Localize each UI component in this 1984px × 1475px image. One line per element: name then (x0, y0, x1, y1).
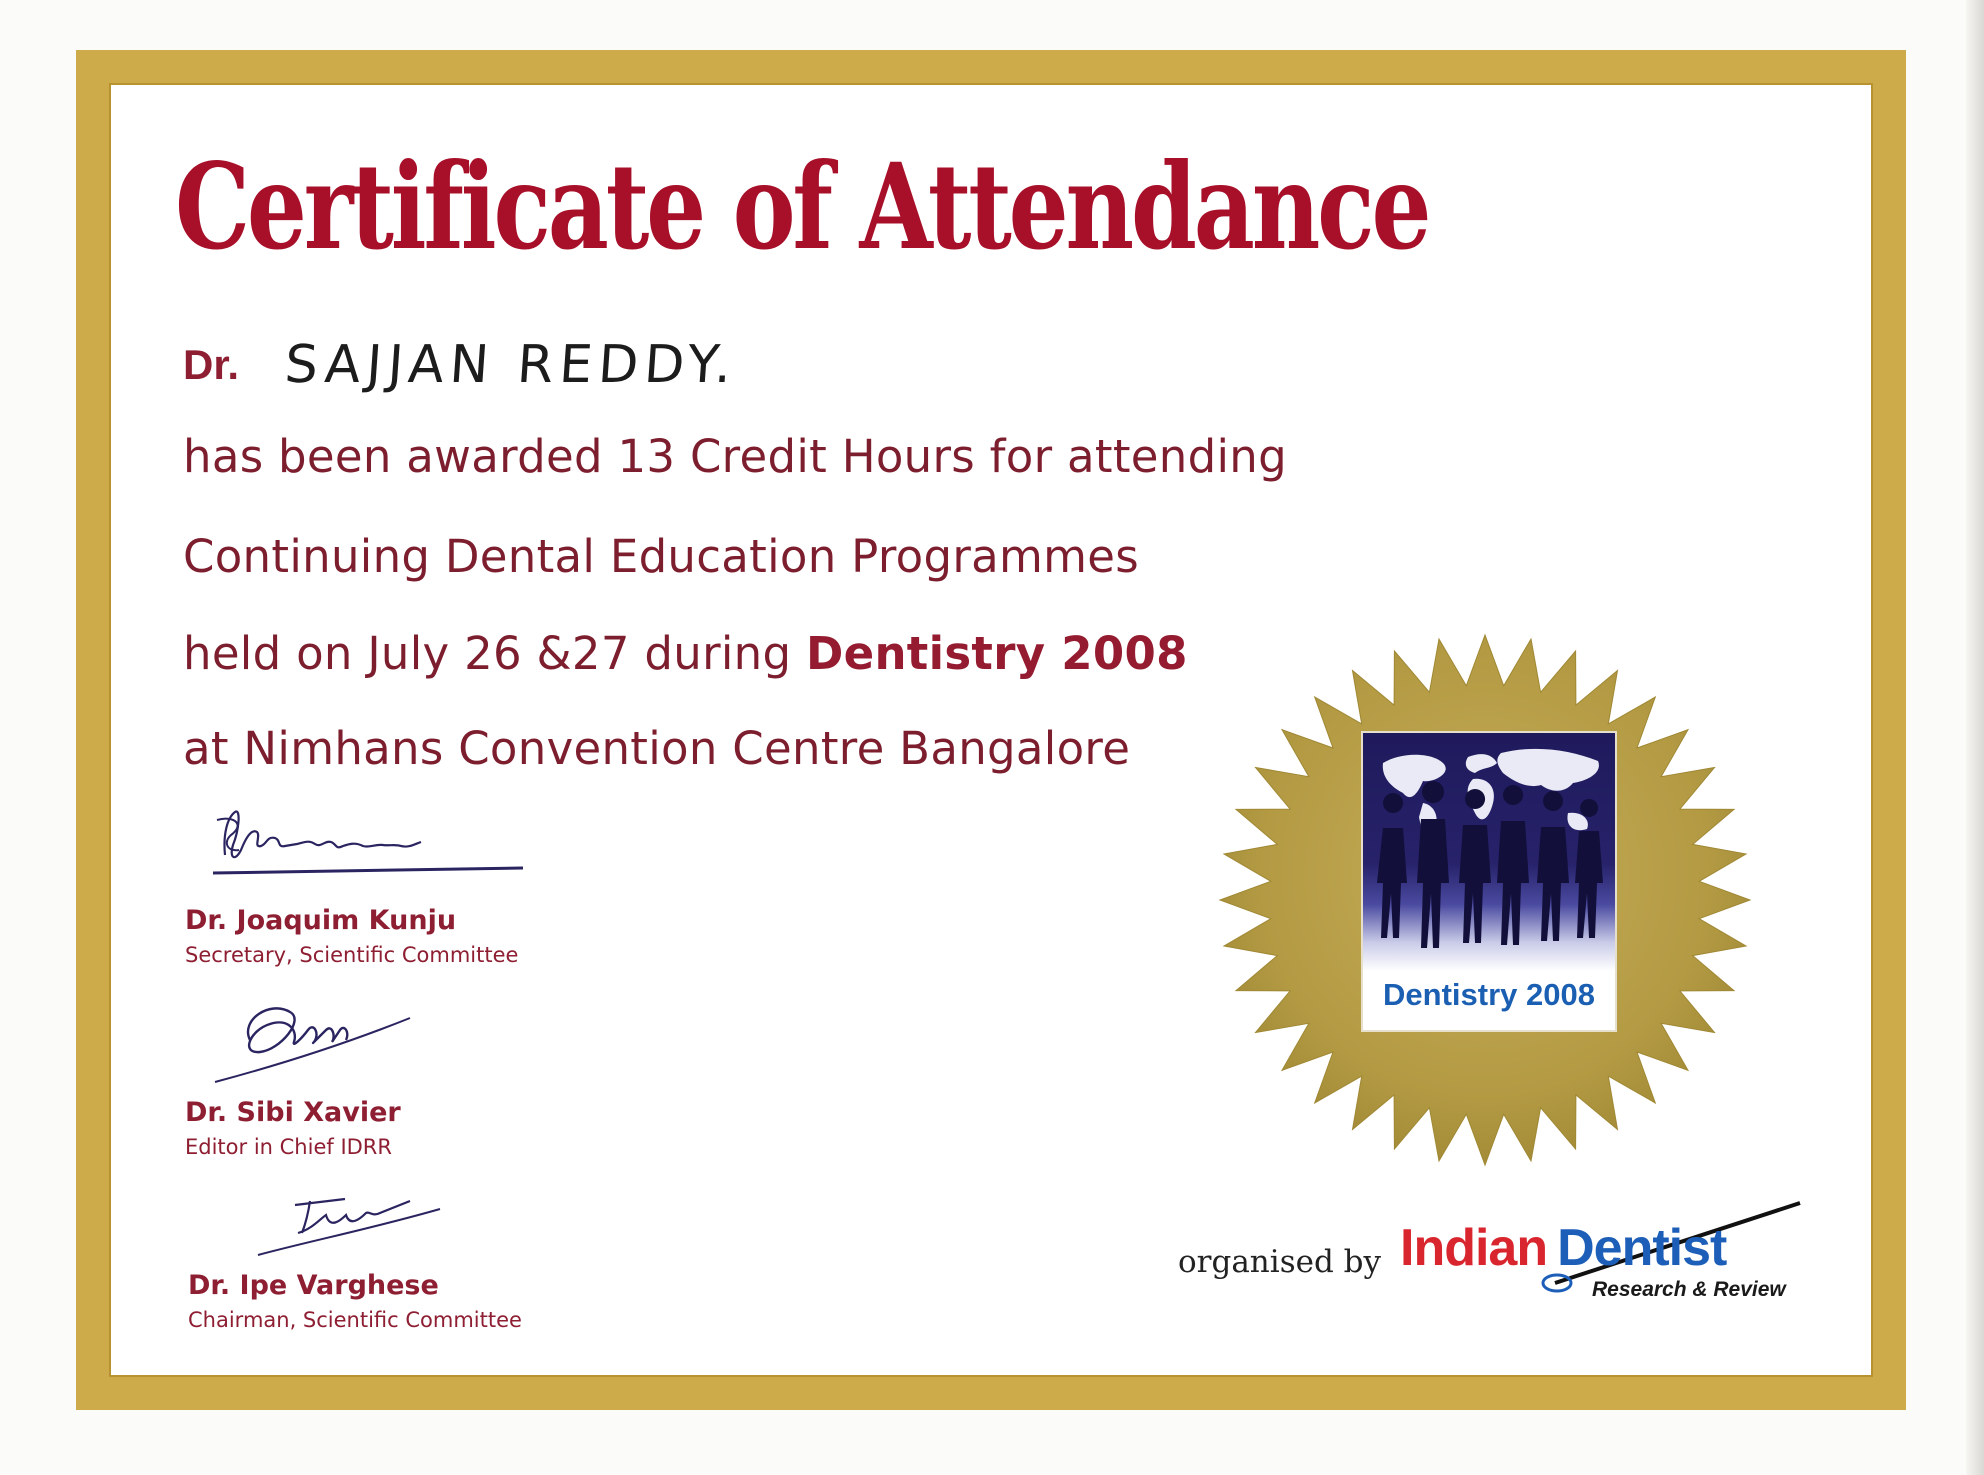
recipient-name-handwritten: SAJJAN REDDY. (282, 335, 740, 395)
recipient-prefix: Dr. (183, 341, 240, 388)
signatory-2-name: Dr. Sibi Xavier (185, 1097, 401, 1128)
brand-word-indian: Indian (1400, 1219, 1548, 1277)
recipient-line (183, 335, 740, 395)
date-text: held on July 26 &27 during (183, 627, 806, 680)
organised-by-label: organised by (1178, 1244, 1381, 1280)
signatory-3-name: Dr. Ipe Varghese (188, 1270, 439, 1301)
event-name: Dentistry 2008 (805, 627, 1188, 680)
signatory-3-role: Chairman, Scientific Committee (188, 1308, 522, 1332)
dentistry-2008-logo (1363, 733, 1615, 1030)
signatory-2-role: Editor in Chief IDRR (185, 1135, 392, 1159)
indian-dentist-logo (1400, 1219, 1727, 1277)
certificate-title: Certificate of Attendance (175, 137, 1429, 276)
award-statement: has been awarded 13 Credit Hours for attending (183, 430, 1287, 483)
signature-3-image (250, 1185, 450, 1265)
signature-2-image (210, 990, 420, 1090)
world-map-people-graphic (1363, 733, 1615, 971)
venue-statement: at Nimhans Convention Centre Bangalore (183, 722, 1131, 775)
date-statement (183, 627, 1188, 680)
programme-statement: Continuing Dental Education Programmes (183, 530, 1140, 583)
brand-word-dentist: Dentist (1557, 1219, 1727, 1277)
logo-caption: Dentistry 2008 (1383, 977, 1595, 1012)
silhouettes-graphic (1363, 733, 1615, 971)
paper-edge-shadow (1966, 0, 1984, 1475)
brand-tagline: Research & Review (1592, 1278, 1786, 1301)
signature-1-image (205, 800, 535, 885)
signatory-1-name: Dr. Joaquim Kunju (185, 905, 457, 936)
signatory-1-role: Secretary, Scientific Committee (185, 943, 519, 967)
